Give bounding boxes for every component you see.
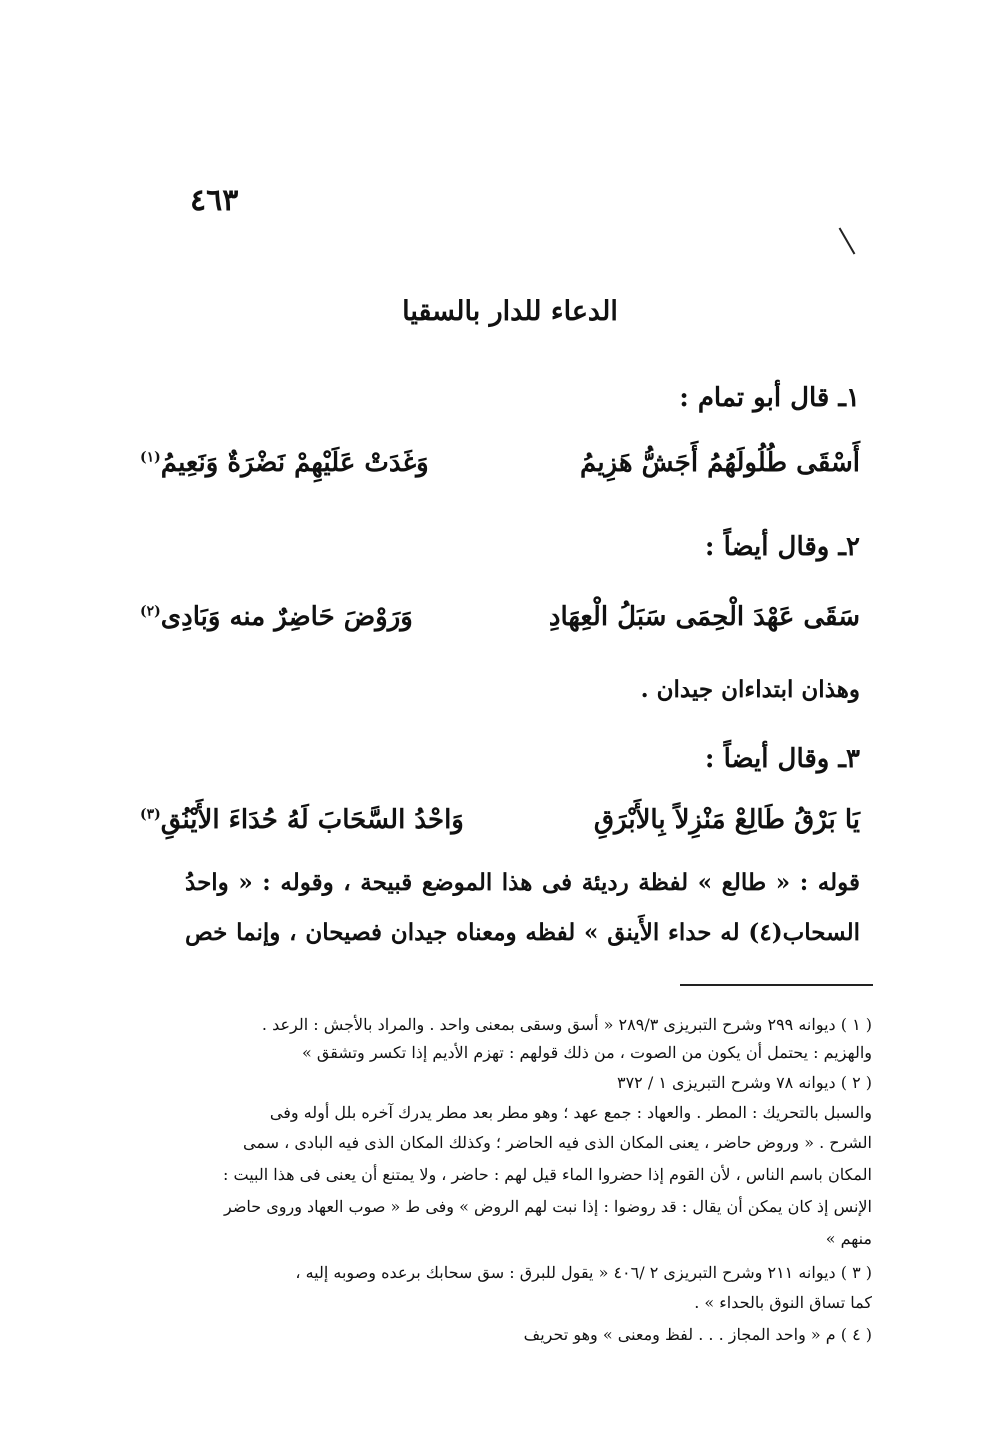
footnote-3-line-1: ( ٣ ) ديوانه ٢١١ وشرح التبريزى ٢ /٤٠٦ « يقول للبرق : سق سحابك برعده وصوبه إليه ، (295, 1263, 872, 1282)
footnote-2-line-1: ( ٢ ) ديوانه ٧٨ وشرح التبريزى ١ / ٣٧٢ (616, 1073, 872, 1092)
footnote-separator (680, 984, 873, 986)
entry-3-verse (140, 805, 860, 835)
footnote-3-line-2: كما تساق النوق بالحداء » . (694, 1293, 872, 1312)
entry-2-comment: وهذان ابتداءان جيدان . (640, 676, 860, 703)
footnote-ref-1: (١) (140, 449, 161, 466)
section-title: الدعاء للدار بالسقيا (402, 296, 618, 327)
entry-1-verse-first-hemistich: أَسْقَى طُلُولَهُمُ أَجَشُّ هَزِيمُ (580, 448, 860, 478)
commentary-line-1: قوله : « طالع » لفظة رديئة فى هذا الموضع قبيحة ، وقوله : « واحدُ (185, 869, 860, 896)
footnote-2-line-6: منهم » (825, 1229, 872, 1248)
page-number: ٤٦٣ (190, 183, 239, 218)
footnote-1-line-1: ( ١ ) ديوانه ٢٩٩ وشرح التبريزى ٢٨٩/٣ « أسق وسقى بمعنى واحد . والمراد بالأجش : الرعد . (261, 1015, 872, 1034)
commentary-line-2: السحاب(٤) له حداء الأَينق » لفظه ومعناه جيدان فصيحان ، وإنما خص (185, 919, 860, 946)
entry-3-verse-second-hemistich: وَاحْدُ السَّحَابَ لَهُ حُدَاءَ الأَيْنُقِ$^{(٣)}$ (140, 805, 464, 835)
footnote-2-line-4: المكان باسم الناس ، لأن القوم إذا حضروا الماء قيل لهم : حاضر ، ولا يمتنع أن يعنى فى هذا البيت : (223, 1165, 872, 1184)
footnote-1-line-2: والهزيم : يحتمل أن يكون من الصوت ، من ذلك قولهم : تهزم الأديم إذا تكسر وتشقق » (302, 1043, 872, 1062)
entry-2-verse (140, 602, 860, 632)
entry-3-verse-first-hemistich: يَا بَرْقُ طَالِعْ مَنْزِلاً بِالأَبْرَقِ (593, 805, 860, 835)
footnote-2-line-2: والسبل بالتحريك : المطر . والعهاد : جمع عهد ؛ وهو مطر بعد مطر يدرك آخره بلل أوله وفى (269, 1103, 872, 1122)
entry-2-verse-second-hemistich: وَرَوْضَ حَاضِرٌ منه وَبَادِى$^{(٢)}$ (140, 602, 413, 632)
entry-2-heading: ٢ـ وقال أيضاً : (704, 532, 860, 562)
entry-1-verse-second-hemistich: وَغَدَتْ عَلَيْهِمْ نَضْرَةٌ وَنَعِيمُ$^{(١)}$ (140, 448, 429, 478)
entry-3-heading: ٣ـ وقال أيضاً : (704, 744, 860, 774)
footnote-ref-3: (٣) (140, 806, 161, 823)
scan-mark (839, 228, 856, 255)
entry-1-heading: ١ـ قال أبو تمام : (679, 383, 860, 413)
entry-1-verse (140, 448, 860, 478)
footnote-2-line-3: الشرح . « وروض حاضر ، يعنى المكان الذى فيه الحاضر ؛ وكذلك المكان الذى فيه البادى ، سمى (243, 1133, 872, 1152)
footnote-ref-2: (٢) (140, 603, 161, 620)
entry-2-verse-first-hemistich: سَقَى عَهْدَ الْحِمَى سَبَلُ الْعِهَادِ (548, 602, 860, 632)
footnote-2-line-5: الإنس إذ كان يمكن أن يقال : قد روضوا : إذا نبت لهم الروض » وفى ط « صوب العهاد وروى حاضر (224, 1197, 872, 1216)
footnote-4-line-1: ( ٤ ) م « واحد المجاز . . . لفظ ومعنى » وهو تحريف (523, 1325, 872, 1344)
